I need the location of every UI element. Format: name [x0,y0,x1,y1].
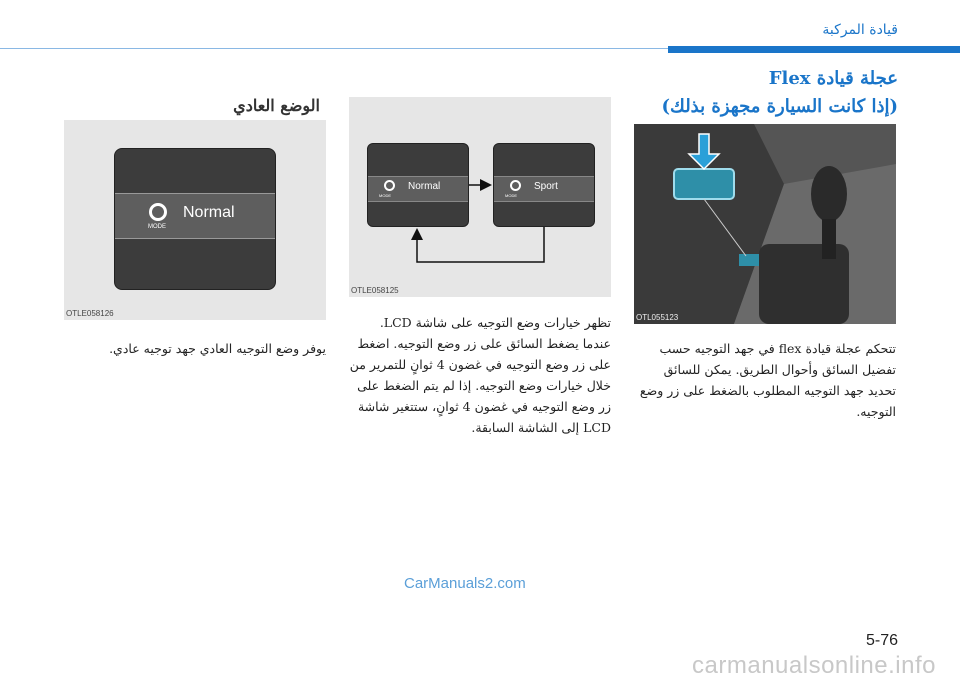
gear-console-illustration [634,124,896,324]
paragraph-modes: تظهر خيارات وضع التوجيه على شاشة LCD. عندما يضغط السائق على زر وضع التوجيه. اضغط على زر وضع التوجيه في غضون 4 ثوانٍ للتمرير من خلال خيارات وضع التوجيه. إذا لم يتم الضغط على زر وضع التوجيه في غضون 4 ثوانٍ، ستتغير شاشة LCD إلى الشاشة السابقة. [349,315,611,435]
mode-label-normal: Normal [408,181,441,192]
section-title-flex: عجلة قيادة Flex [768,68,898,89]
mode-label-normal: Normal [183,204,235,221]
figure-code: OTLE058126 [66,309,114,318]
watermark-link[interactable]: CarManuals2.com [404,575,526,592]
footer-site-watermark: carmanualsonline.info [692,652,936,679]
section-subtitle-flex: (إذا كانت السيارة مجهزة بذلك) [661,96,898,117]
steering-wheel-icon [149,203,167,221]
figure-normal-mode [64,120,326,320]
section-title-normal: الوضع العادي [233,96,320,115]
figure-console-image [634,124,896,324]
figure-code: OTLE058125 [351,286,399,295]
paragraph-flex: تتحكم عجلة قيادة flex في جهد التوجيه حسب تفضيل السائق وأحوال الطريق. يمكن للسائق تحديد جهد التوجيه المطلوب بالضغط على زر وضع التوجيه. [639,341,896,419]
mode-label-sport: Sport [534,181,558,192]
figure-code: OTL055123 [636,313,679,322]
figure-mode-flow [349,97,611,297]
paragraph-normal: يوفر وضع التوجيه العادي جهد توجيه عادي. [109,341,326,356]
mode-sub-label: MODE [505,193,517,198]
header-rule [668,46,960,53]
mode-flow-arrows [349,97,611,297]
mode-display-normal-large [114,148,276,290]
mode-sub-label: MODE [379,193,391,198]
page-number: 5-76 [865,632,898,649]
page-header-title: قيادة المركبة [822,22,898,38]
mode-sub-label: MODE [148,224,166,230]
header-thin-rule [0,48,668,49]
